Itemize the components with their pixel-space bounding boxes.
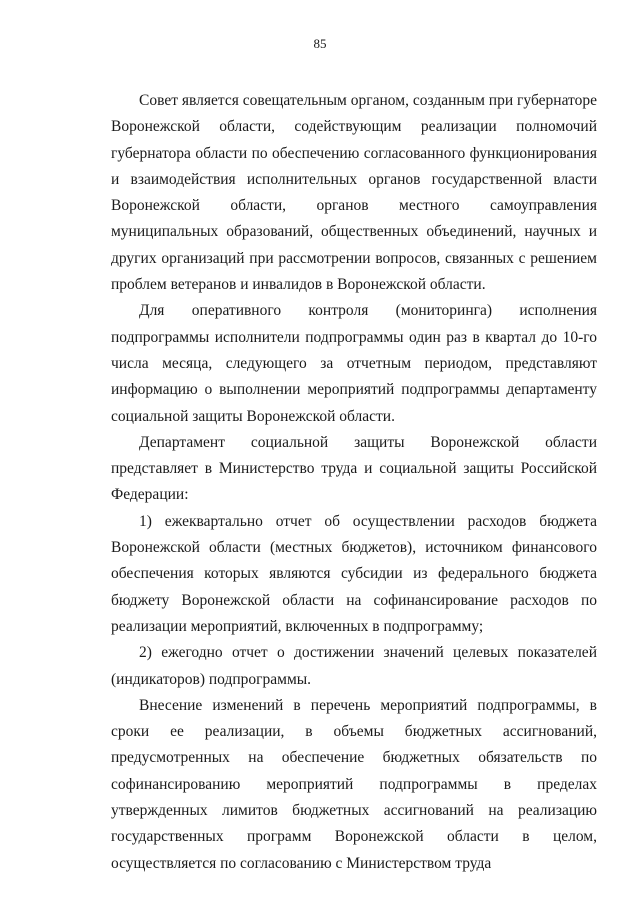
paragraph-amendments: Внесение изменений в перечень мероприятий подпрограммы, в сроки ее реализации, в объемы бюджетных ассигнований, предусмотренных на обеспечение бюджетных обязательств по софинансированию мероприятий подпрограммы в пределах утвержденных лимитов бюджетных ассигнований на реализацию государственных программ Воронежской области в целом, осуществляется по согласованию с Министерством труда (111, 696, 597, 872)
paragraph-reporting-intro: Департамент социальной защиты Воронежской области представляет в Министерство труда и социальной защиты Российской Федерации: (111, 433, 597, 504)
paragraph-council: Совет является совещательным органом, созданным при губернаторе Воронежской области, содействующим реализации полномочий губернатора области по обеспечению согласованного функционирования и взаимодействия исполнительных органов государственной власти Воронежской области, органов местного самоуправления муниципальных образований, общественных объединений, научных и других организаций при рассмотрении вопросов, связанных с решением проблем ветеранов и инвалидов в Воронежской области. (111, 92, 597, 294)
page-number: 85 (313, 36, 327, 51)
list-item-quarterly-report: 1) ежеквартально отчет об осуществлении расходов бюджета Воронежской области (местных бюджетов), источником финансового обеспечения которых являются субсидии из федерального бюджета бюджету Воронежской области на софинансирование расходов по реализации мероприятий, включенных в подпрограмму; (111, 512, 597, 635)
paragraph-monitoring: Для оперативного контроля (мониторинга) исполнения подпрограммы исполнители подпрограммы один раз в квартал до 10-го числа месяца, следующего за отчетным периодом, представляют информацию о выполнении мероприятий подпрограммы департаменту социальной защиты Воронежской области. (111, 302, 597, 425)
list-item-annual-report: 2) ежегодно отчет о достижении значений целевых показателей (индикаторов) подпрограммы. (111, 644, 597, 688)
document-body (111, 88, 597, 877)
